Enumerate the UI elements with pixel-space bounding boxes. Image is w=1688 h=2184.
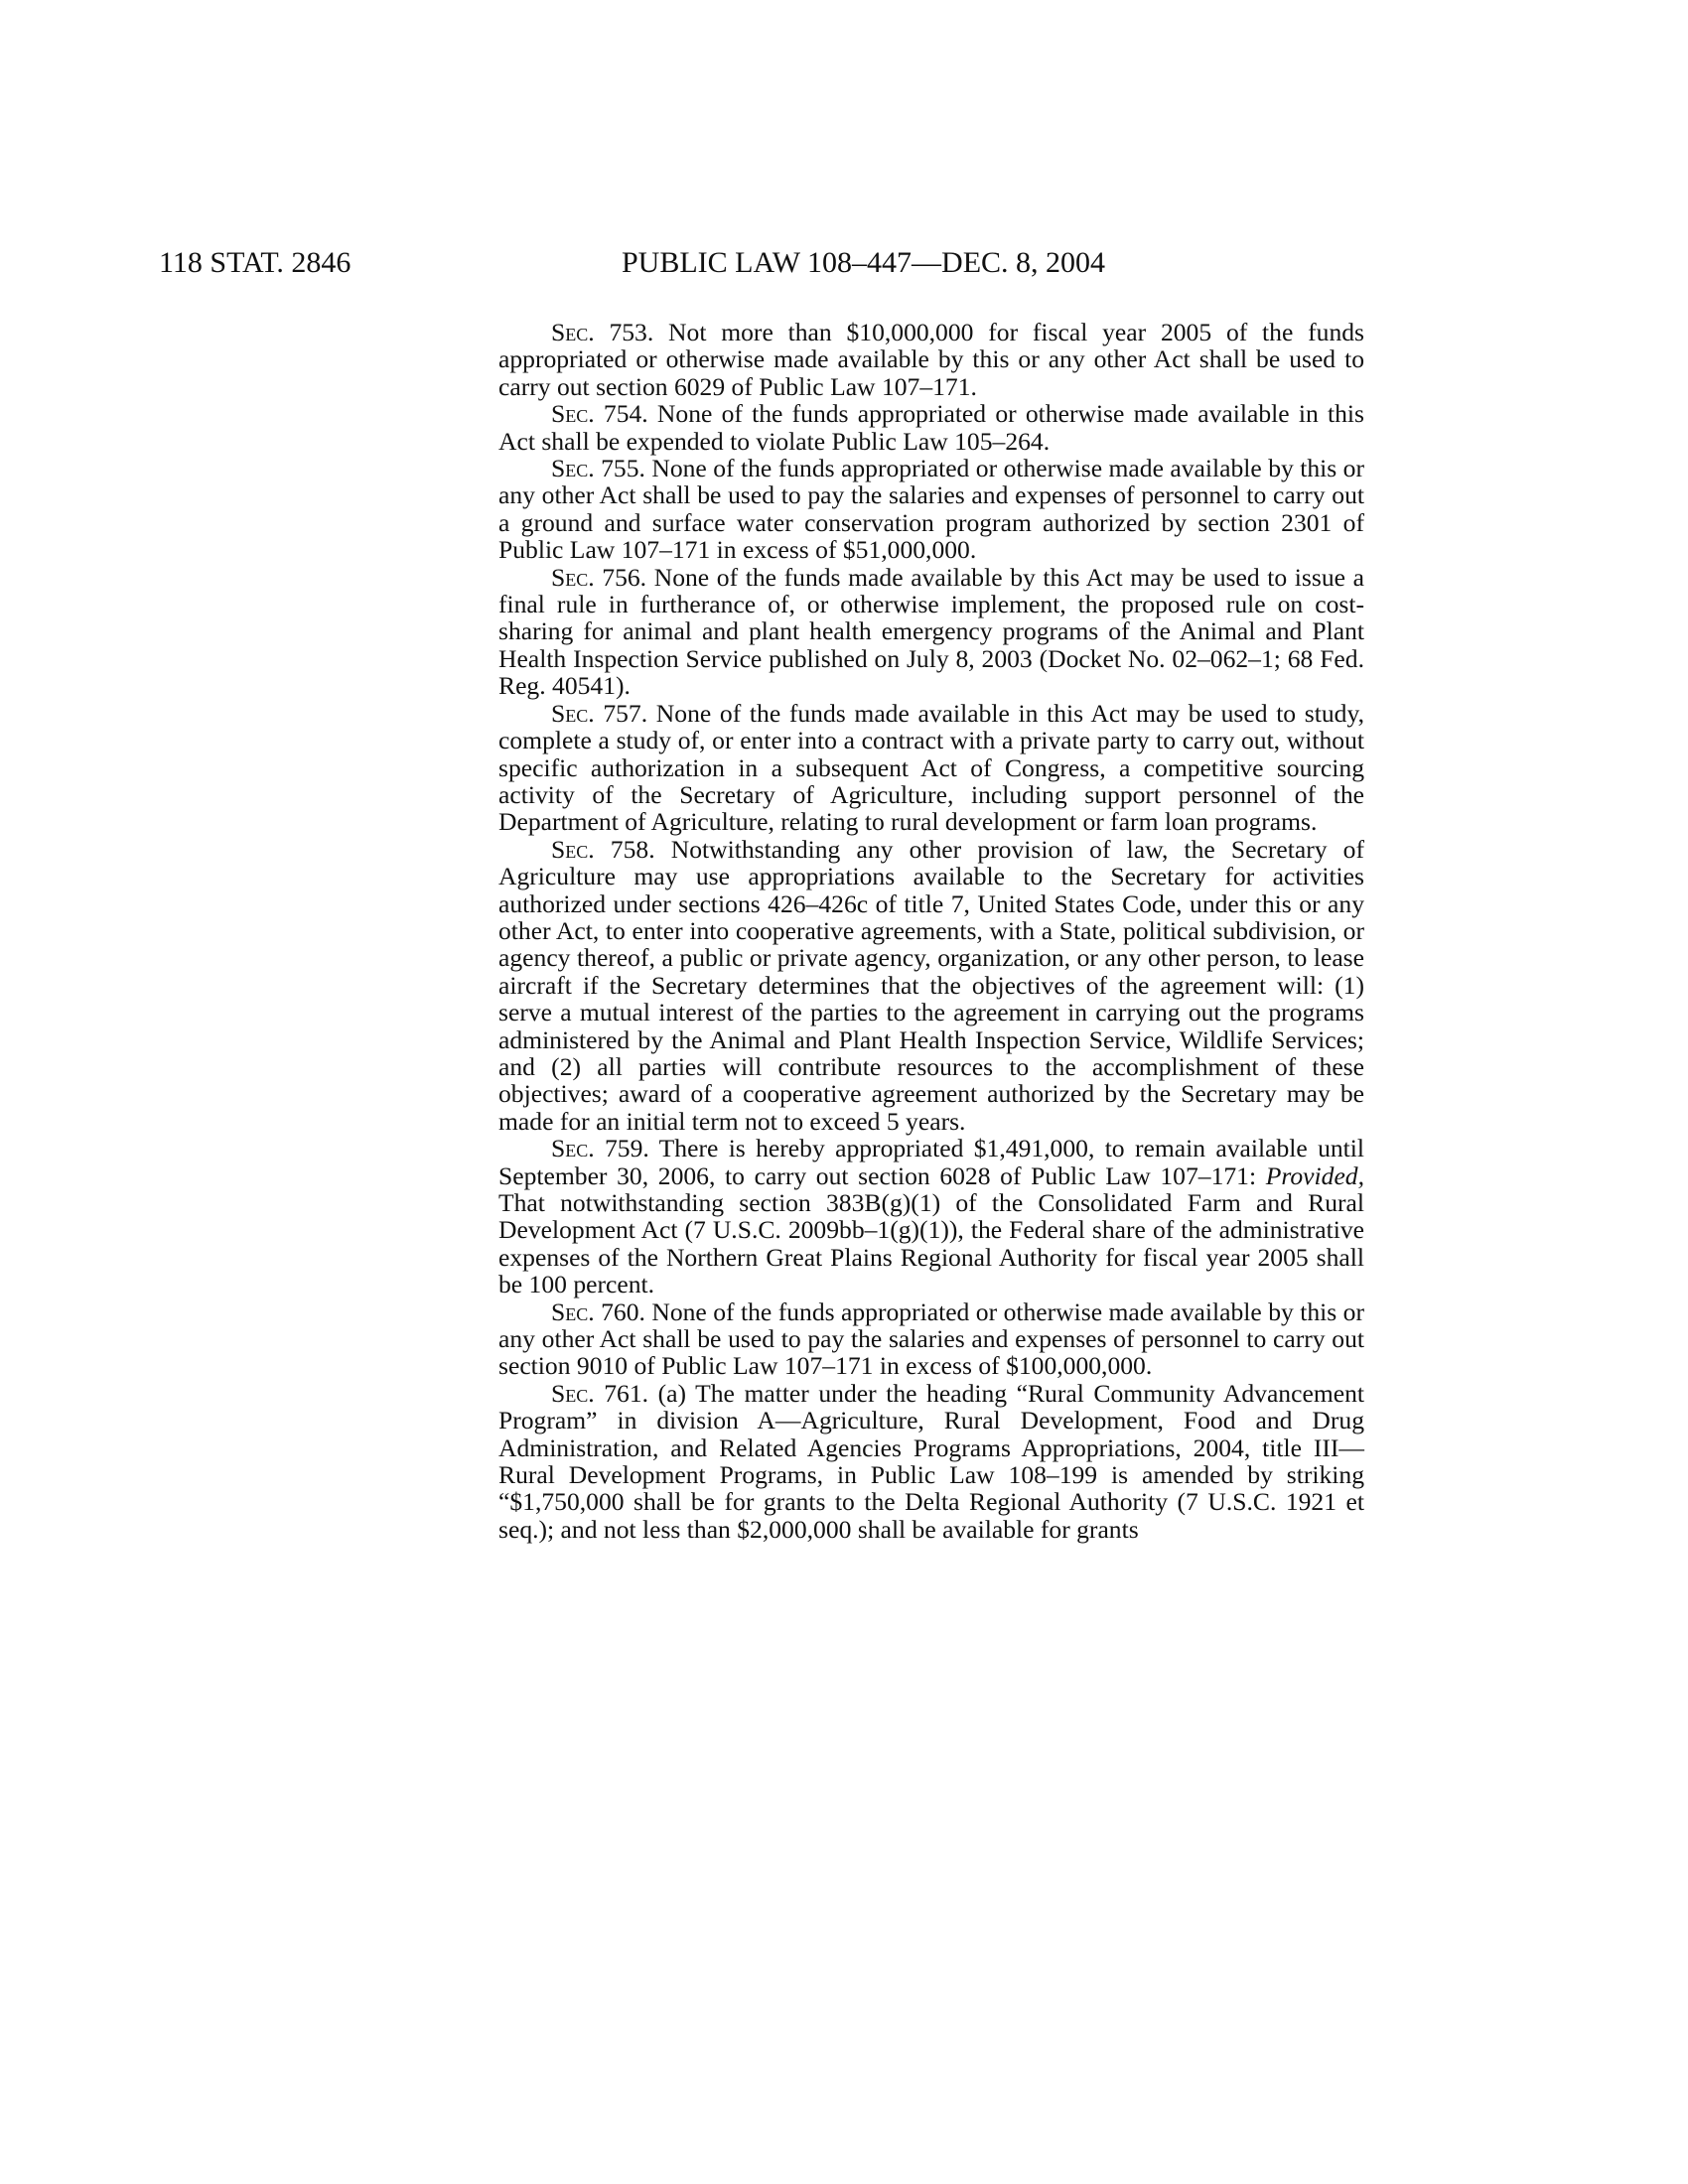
section-text: 757. None of the funds made available in this Act may be used to study, complete a study of, or enter into a contract with a private party to carry out, without specific authorization in a subsequent Act of Congress, a competitive sourcing activity of the Secretary of Agriculture, including support personnel of the Department of Agriculture, relating to rural development or farm loan programs.: [498, 698, 1364, 837]
section-761: [498, 1380, 1364, 1543]
section-760: [498, 1298, 1364, 1380]
section-label: Sec.: [551, 1378, 595, 1408]
section-759: [498, 1135, 1364, 1297]
section-754: [498, 400, 1364, 455]
statute-page-reference: 118 STAT. 2846: [159, 246, 352, 279]
section-text: 760. None of the funds appropriated or otherwise made available by this or any other Act shall be used to pay the salaries and expenses of personnel to carry out section 9010 of Public Law 107–171 in excess of $100,000,000.: [498, 1297, 1364, 1381]
section-text: 754. None of the funds appropriated or otherwise made available in this Act shall be expended to violate Public Law 105–264.: [498, 399, 1364, 456]
section-text: 756. None of the funds made available by this Act may be used to issue a final rule in furtherance of, or otherwise implement, the proposed rule on cost-sharing for animal and plant health emergency programs of the Animal and Plant Health Inspection Service published on July 8, 2003 (Docket No. 02–062–1; 68 Fed. Reg. 40541).: [498, 562, 1364, 701]
section-755: [498, 455, 1364, 564]
running-head: PUBLIC LAW 108–447—DEC. 8, 2004: [622, 246, 1106, 279]
section-label: Sec.: [551, 562, 595, 592]
section-label: Sec.: [551, 834, 595, 864]
section-758: [498, 836, 1364, 1135]
section-text: 755. None of the funds appropriated or otherwise made available by this or any other Act shall be used to pay the salaries and expenses of personnel to carry out a ground and surface water conservation program authorized by section 2301 of Public Law 107–171 in excess of $51,000,000.: [498, 454, 1364, 565]
section-text: 759. There is hereby appropriated $1,491,000, to remain available until September 30, 2006, to carry out section 6028 of Public Law 107–171:: [498, 1134, 1364, 1190]
section-label: Sec.: [551, 454, 595, 483]
section-text: 758. Notwithstanding any other provision of law, the Secretary of Agriculture may use appropriations available to the Secretary for activities authorized under sections 426–426c of title 7, United States Code, under this or any other Act, to enter into cooperative agreements, with a State, political subdivision, or agency thereof, a public or private agency, organization, or any other person, to lease aircraft if the Secretary determines that the objectives of the agreement will: (1) serve a mutual interest of the parties to the agreement in carrying out the programs administered by the Animal and Plant Health Inspection Service, Wildlife Services; and (2) all parties will contribute resources to the accomplishment of these objectives; award of a cooperative agreement authorized by the Secretary may be made for an initial term not to exceed 5 years.: [498, 834, 1364, 1136]
page-header: [159, 246, 1370, 286]
document-body: [498, 319, 1364, 1543]
section-text-continued: That notwithstanding section 383B(g)(1) of the Consolidated Farm and Rural Development Act (7 U.S.C. 2009bb–1(g)(1)), the Federal share of the administrative expenses of the Northern Great Plains Regional Authority for fiscal year 2005 shall be 100 percent.: [498, 1188, 1364, 1299]
section-text: 753. Not more than $10,000,000 for fiscal year 2005 of the funds appropriated or otherwise made available by this or any other Act shall be used to carry out section 6029 of Public Law 107–171.: [498, 318, 1365, 401]
section-label: Sec.: [551, 1297, 595, 1326]
section-label: Sec.: [551, 318, 595, 346]
section-label: Sec.: [551, 1134, 595, 1163]
section-text: 761. (a) The matter under the heading “Rural Community Advancement Program” in division A—Agriculture, Rural Development, Food and Drug Administration, and Related Agencies Programs Appropriations, 2004, title III—Rural Development Programs, in Public Law 108–199 is amended by striking “$1,750,000 shall be for grants to the Delta Regional Authority (7 U.S.C. 1921 et seq.); and not less than $2,000,000 shall be available for grants: [498, 1378, 1364, 1544]
section-757: [498, 700, 1364, 836]
section-756: [498, 564, 1364, 700]
section-label: Sec.: [551, 698, 595, 728]
section-753: [498, 319, 1364, 400]
proviso-term: Provided,: [1265, 1160, 1364, 1190]
section-label: Sec.: [551, 399, 595, 429]
